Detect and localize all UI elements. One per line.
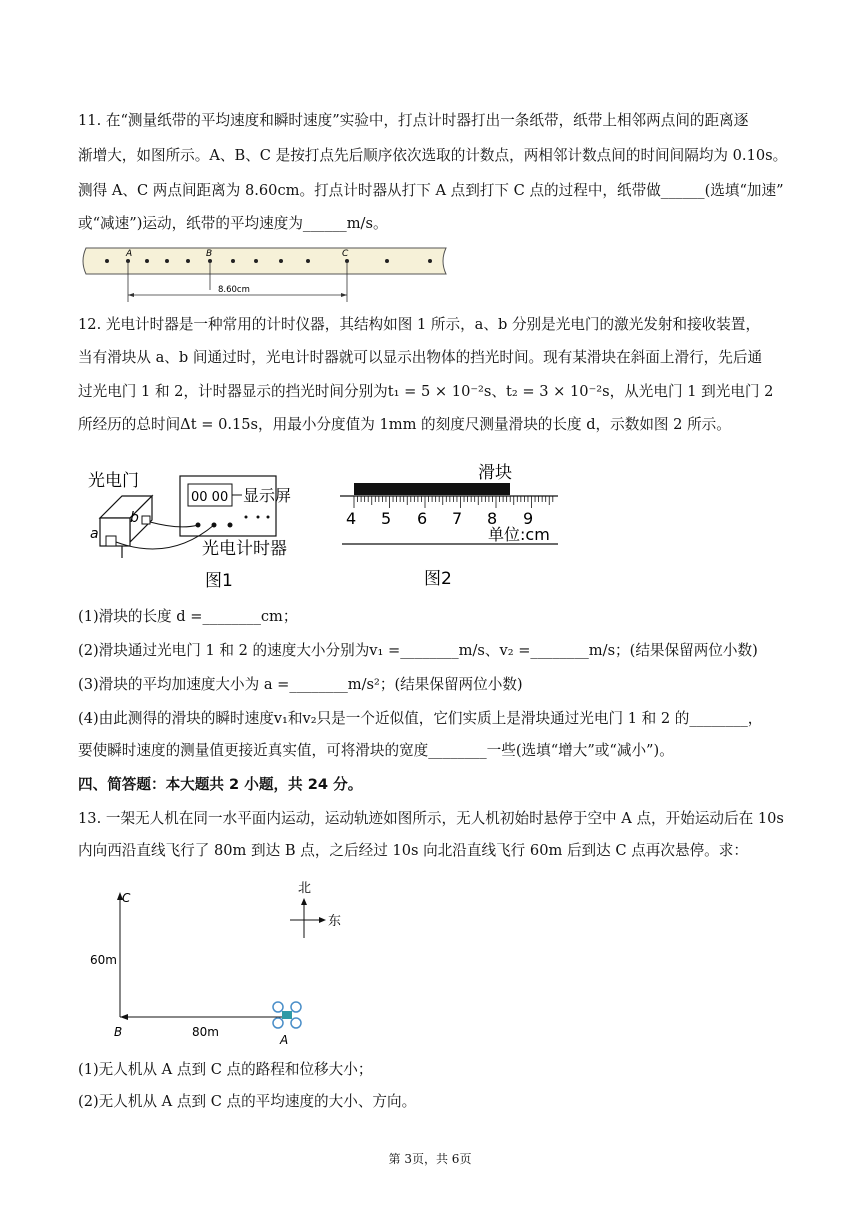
q11-line-4: 或“减速”)运动，纸带的平均速度为______m/s。 [78, 215, 388, 232]
tape-distance: 8.60cm [218, 285, 250, 295]
label-b: b [130, 510, 139, 526]
q12-sub-5: 要使瞬时速度的测量值更接近真实值，可将滑块的宽度________一些(选填“增大”或“减小”)。 [78, 742, 674, 759]
section-title: 四、简答题：本大题共 2 小题，共 24 分。 [78, 776, 363, 793]
tick-9: 9 [523, 509, 534, 528]
tick-8: 8 [487, 509, 498, 528]
fig2-caption: 图2 [424, 569, 452, 589]
timer-label: 光电计时器 [202, 539, 287, 559]
q12-line-1: 12. 光电计时器是一种常用的计时仪器，其结构如图 1 所示，a、b 分别是光电门的激光发射和接收装置， [78, 316, 761, 333]
point-a: A [280, 1033, 289, 1046]
point-b: B [114, 1025, 123, 1039]
q11-line-3: 测得 A、C 两点间距离为 8.60cm。打点计时器从打下 A 点到打下 C 点的过程中，纸带做______(选填“加速” [78, 182, 784, 199]
label-80m: 80m [192, 1025, 219, 1039]
drone-icon [273, 1002, 301, 1028]
point-c: C [122, 891, 131, 905]
tape-label-b: B [206, 249, 213, 259]
q13-sub-2: (2)无人机从 A 点到 C 点的平均速度的大小、方向。 [78, 1093, 417, 1110]
screen-label: 显示屏 [243, 486, 292, 505]
q13-line-2: 内向西沿直线飞行了 80m 到达 B 点，之后经过 10s 向北沿直线飞行 60m 后到达 C 点再次悬停。求： [78, 842, 748, 859]
q12-sub-3: (3)滑块的平均加速度大小为 a =________m/s²；(结果保留两位小数) [78, 676, 523, 693]
slider-label: 滑块 [478, 463, 512, 483]
q13-sub-1: (1)无人机从 A 点到 C 点的路程和位移大小； [78, 1061, 373, 1078]
page-footer: 第 3页，共 6页 [388, 1152, 472, 1166]
north-label: 北 [298, 881, 312, 896]
label-a: a [90, 526, 99, 542]
fig1-caption: 图1 [205, 571, 233, 591]
q13-line-1: 13. 一架无人机在同一水平面内运动，运动轨迹如图所示，无人机初始时悬停于空中 A 点，开始运动后在 10s [78, 810, 784, 827]
gate-label: 光电门 [88, 471, 139, 491]
q12-sub-2: (2)滑块通过光电门 1 和 2 的速度大小分别为v₁ =________m/s、v₂ =________m/s；(结果保留两位小数) [78, 642, 758, 659]
tick-7: 7 [452, 509, 463, 528]
q12-sub-1: (1)滑块的长度 d =________cm； [78, 608, 298, 625]
east-label: 东 [328, 914, 342, 929]
q12-line-2: 当有滑块从 a、b 间通过时，光电计时器就可以显示出物体的挡光时间。现有某滑块在斜面上滑行，先后通 [78, 349, 763, 366]
label-60m: 60m [90, 953, 117, 967]
q11-line-2: 渐增大，如图所示。A、B、C 是按打点先后顺序依次选取的计数点，两相邻计数点间的时间间隔均为 0.10s。 [78, 147, 788, 164]
q12-line-4: 所经历的总时间Δt = 0.15s，用最小分度值为 1mm 的刻度尺测量滑块的长度 d，示数如图 2 所示。 [78, 416, 731, 433]
q11-line-1: 11. 在“测量纸带的平均速度和瞬时速度”实验中，打点计时器打出一条纸带，纸带上相邻两点间的距离逐 [78, 112, 749, 129]
drone-figure [86, 874, 356, 1046]
tick-4: 4 [346, 509, 357, 528]
ruler-figure [340, 458, 560, 592]
timer-display: 00 00 [191, 490, 229, 505]
q12-sub-4: (4)由此测得的滑块的瞬时速度v₁和v₂只是一个近似值，它们实质上是滑块通过光电门 1 和 2 的________， [78, 710, 763, 727]
tick-5: 5 [381, 509, 392, 528]
q12-line-3: 过光电门 1 和 2，计时器显示的挡光时间分别为t₁ = 5 × 10⁻²s、t₂ = 3 × 10⁻²s，从光电门 1 到光电门 2 [78, 383, 774, 400]
unit-label: 单位:cm [488, 525, 550, 544]
tick-6: 6 [417, 509, 428, 528]
photogate-figure [80, 462, 320, 592]
slider-bar [354, 483, 510, 495]
tape-figure [74, 240, 454, 302]
tape-label-c: C [342, 249, 349, 259]
tape-label-a: A [126, 249, 133, 259]
